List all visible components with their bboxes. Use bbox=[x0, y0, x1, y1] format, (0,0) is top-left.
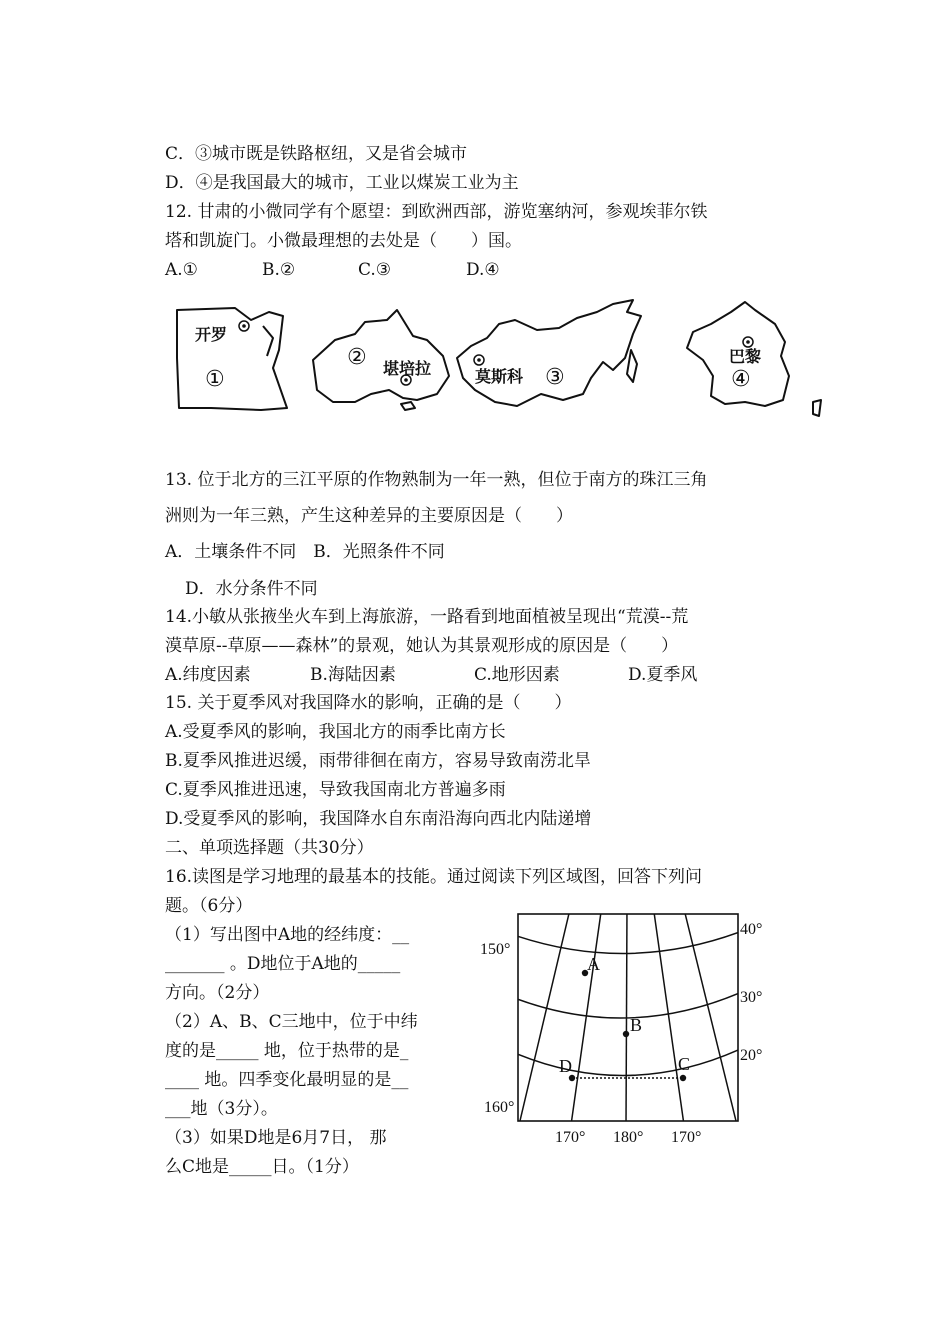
q12-option-c: C.③ bbox=[358, 260, 392, 280]
point-c-label: C bbox=[678, 1054, 691, 1074]
map-number-3: ③ bbox=[545, 365, 565, 390]
q14-option-d: D.夏季风 bbox=[628, 665, 698, 685]
q12-options bbox=[165, 259, 500, 281]
q14-stem-line1: 14.小敏从张掖坐火车到上海旅游，一路看到地面植被呈现出“荒漠--荒 bbox=[165, 607, 689, 627]
q13-stem-line2: 洲则为一年三熟，产生这种差异的主要原因是（ ） bbox=[165, 506, 573, 526]
q16-stem-line1: 16.读图是学习地理的最基本的技能。通过阅读下列区域图，回答下列问 bbox=[165, 867, 703, 887]
q16-sub3-line2: 么C地是_____日。（1分） bbox=[165, 1157, 359, 1177]
meridian-line-4 bbox=[653, 910, 684, 1125]
lat-label-30: 30° bbox=[740, 989, 763, 1006]
q15-option-c: C.夏季风推进迅速，导致我国南北方普遍多雨 bbox=[165, 780, 506, 800]
q12-option-b: B.② bbox=[262, 260, 296, 280]
lat-label-20: 20° bbox=[740, 1047, 763, 1064]
q16-sub1-line1: （1）写出图中A地的经纬度：__ bbox=[165, 925, 410, 945]
q16-sub2-line4: ___地（3分）。 bbox=[165, 1099, 278, 1119]
q12-stem-line2: 塔和凯旋门。小微最理想的去处是（ ）国。 bbox=[165, 231, 522, 251]
q16-sub3-line1: （3）如果D地是6月7日， 那 bbox=[165, 1128, 387, 1148]
q12-option-a: A.① bbox=[165, 260, 198, 280]
lat-label-40: 40° bbox=[740, 921, 763, 938]
latitude-line-30 bbox=[495, 986, 755, 1018]
point-c bbox=[680, 1075, 686, 1081]
q16-grid-map bbox=[475, 910, 775, 1150]
q15-stem: 15. 关于夏季风对我国降水的影响，正确的是（ ） bbox=[165, 693, 572, 713]
q14-stem-line2: 漠草原--草原——森林”的景观，她认为其景观形成的原因是（ ） bbox=[165, 636, 679, 656]
canberra-label: 堪培拉 bbox=[383, 359, 432, 378]
q13-option-d: D．水分条件不同 bbox=[185, 579, 318, 599]
point-b bbox=[623, 1031, 629, 1037]
q11-option-d: D．④是我国最大的城市，工业以煤炭工业为主 bbox=[165, 173, 519, 193]
meridian-line-1 bbox=[519, 910, 571, 1125]
section-heading: 二、单项选择题（共30分） bbox=[165, 838, 374, 858]
lon-label-150: 150° bbox=[480, 941, 511, 958]
q15-option-b: B.夏季风推进迟缓，雨带徘徊在南方，容易导致南涝北旱 bbox=[165, 751, 591, 771]
lon-label-160: 160° bbox=[484, 1099, 515, 1116]
q13-stem-line1: 13. 位于北方的三江平原的作物熟制为一年一熟，但位于南方的珠江三角 bbox=[165, 470, 708, 490]
q16-sub1-line3: 方向。（2分） bbox=[165, 983, 270, 1003]
map-number-4: ④ bbox=[731, 367, 751, 392]
egypt-outline bbox=[177, 308, 287, 410]
map-number-2: ② bbox=[347, 345, 367, 370]
moscow-label: 莫斯科 bbox=[475, 367, 524, 386]
point-d-label: D bbox=[559, 1056, 572, 1076]
map-number-1: ① bbox=[205, 367, 225, 392]
q12-option-d: D.④ bbox=[466, 260, 500, 280]
point-a-label: A bbox=[587, 954, 600, 974]
q15-option-a: A.受夏季风的影响，我国北方的雨季比南方长 bbox=[165, 722, 506, 742]
q14-option-b: B.海陆因素 bbox=[310, 665, 396, 685]
q12-country-maps bbox=[165, 298, 845, 423]
q16-sub2-line3: ____ 地。四季变化最明显的是__ bbox=[165, 1070, 409, 1090]
australia-outline bbox=[313, 310, 449, 402]
paris-label: 巴黎 bbox=[729, 347, 762, 366]
q13-options-ab: A．土壤条件不同 B．光照条件不同 bbox=[165, 542, 445, 562]
q16-sub2-line1: （2）A、B、C三地中，位于中纬 bbox=[165, 1012, 418, 1032]
point-b-label: B bbox=[630, 1015, 643, 1035]
q11-option-c: C．③城市既是铁路枢纽，又是省会城市 bbox=[165, 144, 468, 164]
q15-option-d: D.受夏季风的影响，我国降水自东南沿海向西北内陆递增 bbox=[165, 809, 592, 829]
lon-label-180: 180° bbox=[613, 1129, 644, 1146]
q14-option-a: A.纬度因素 bbox=[165, 665, 251, 685]
q16-sub2-line2: 度的是_____ 地，位于热带的是_ bbox=[165, 1041, 409, 1061]
cairo-label: 开罗 bbox=[195, 325, 228, 344]
q16-stem-line2: 题。（6分） bbox=[165, 896, 253, 916]
q14-options bbox=[165, 664, 697, 686]
russia-outline bbox=[457, 300, 641, 406]
lon-label-170-east: 170° bbox=[671, 1129, 702, 1146]
q16-sub1-line2: _______ 。D地位于A地的_____ bbox=[165, 954, 401, 974]
latitude-line-40 bbox=[495, 926, 755, 954]
q14-option-c: C.地形因素 bbox=[474, 665, 560, 685]
meridian-line-3 bbox=[626, 910, 627, 1125]
q12-stem-line1: 12. 甘肃的小微同学有个愿望：到欧洲西部，游览塞纳河，参观埃菲尔铁 bbox=[165, 202, 708, 222]
lon-label-170-west: 170° bbox=[555, 1129, 586, 1146]
